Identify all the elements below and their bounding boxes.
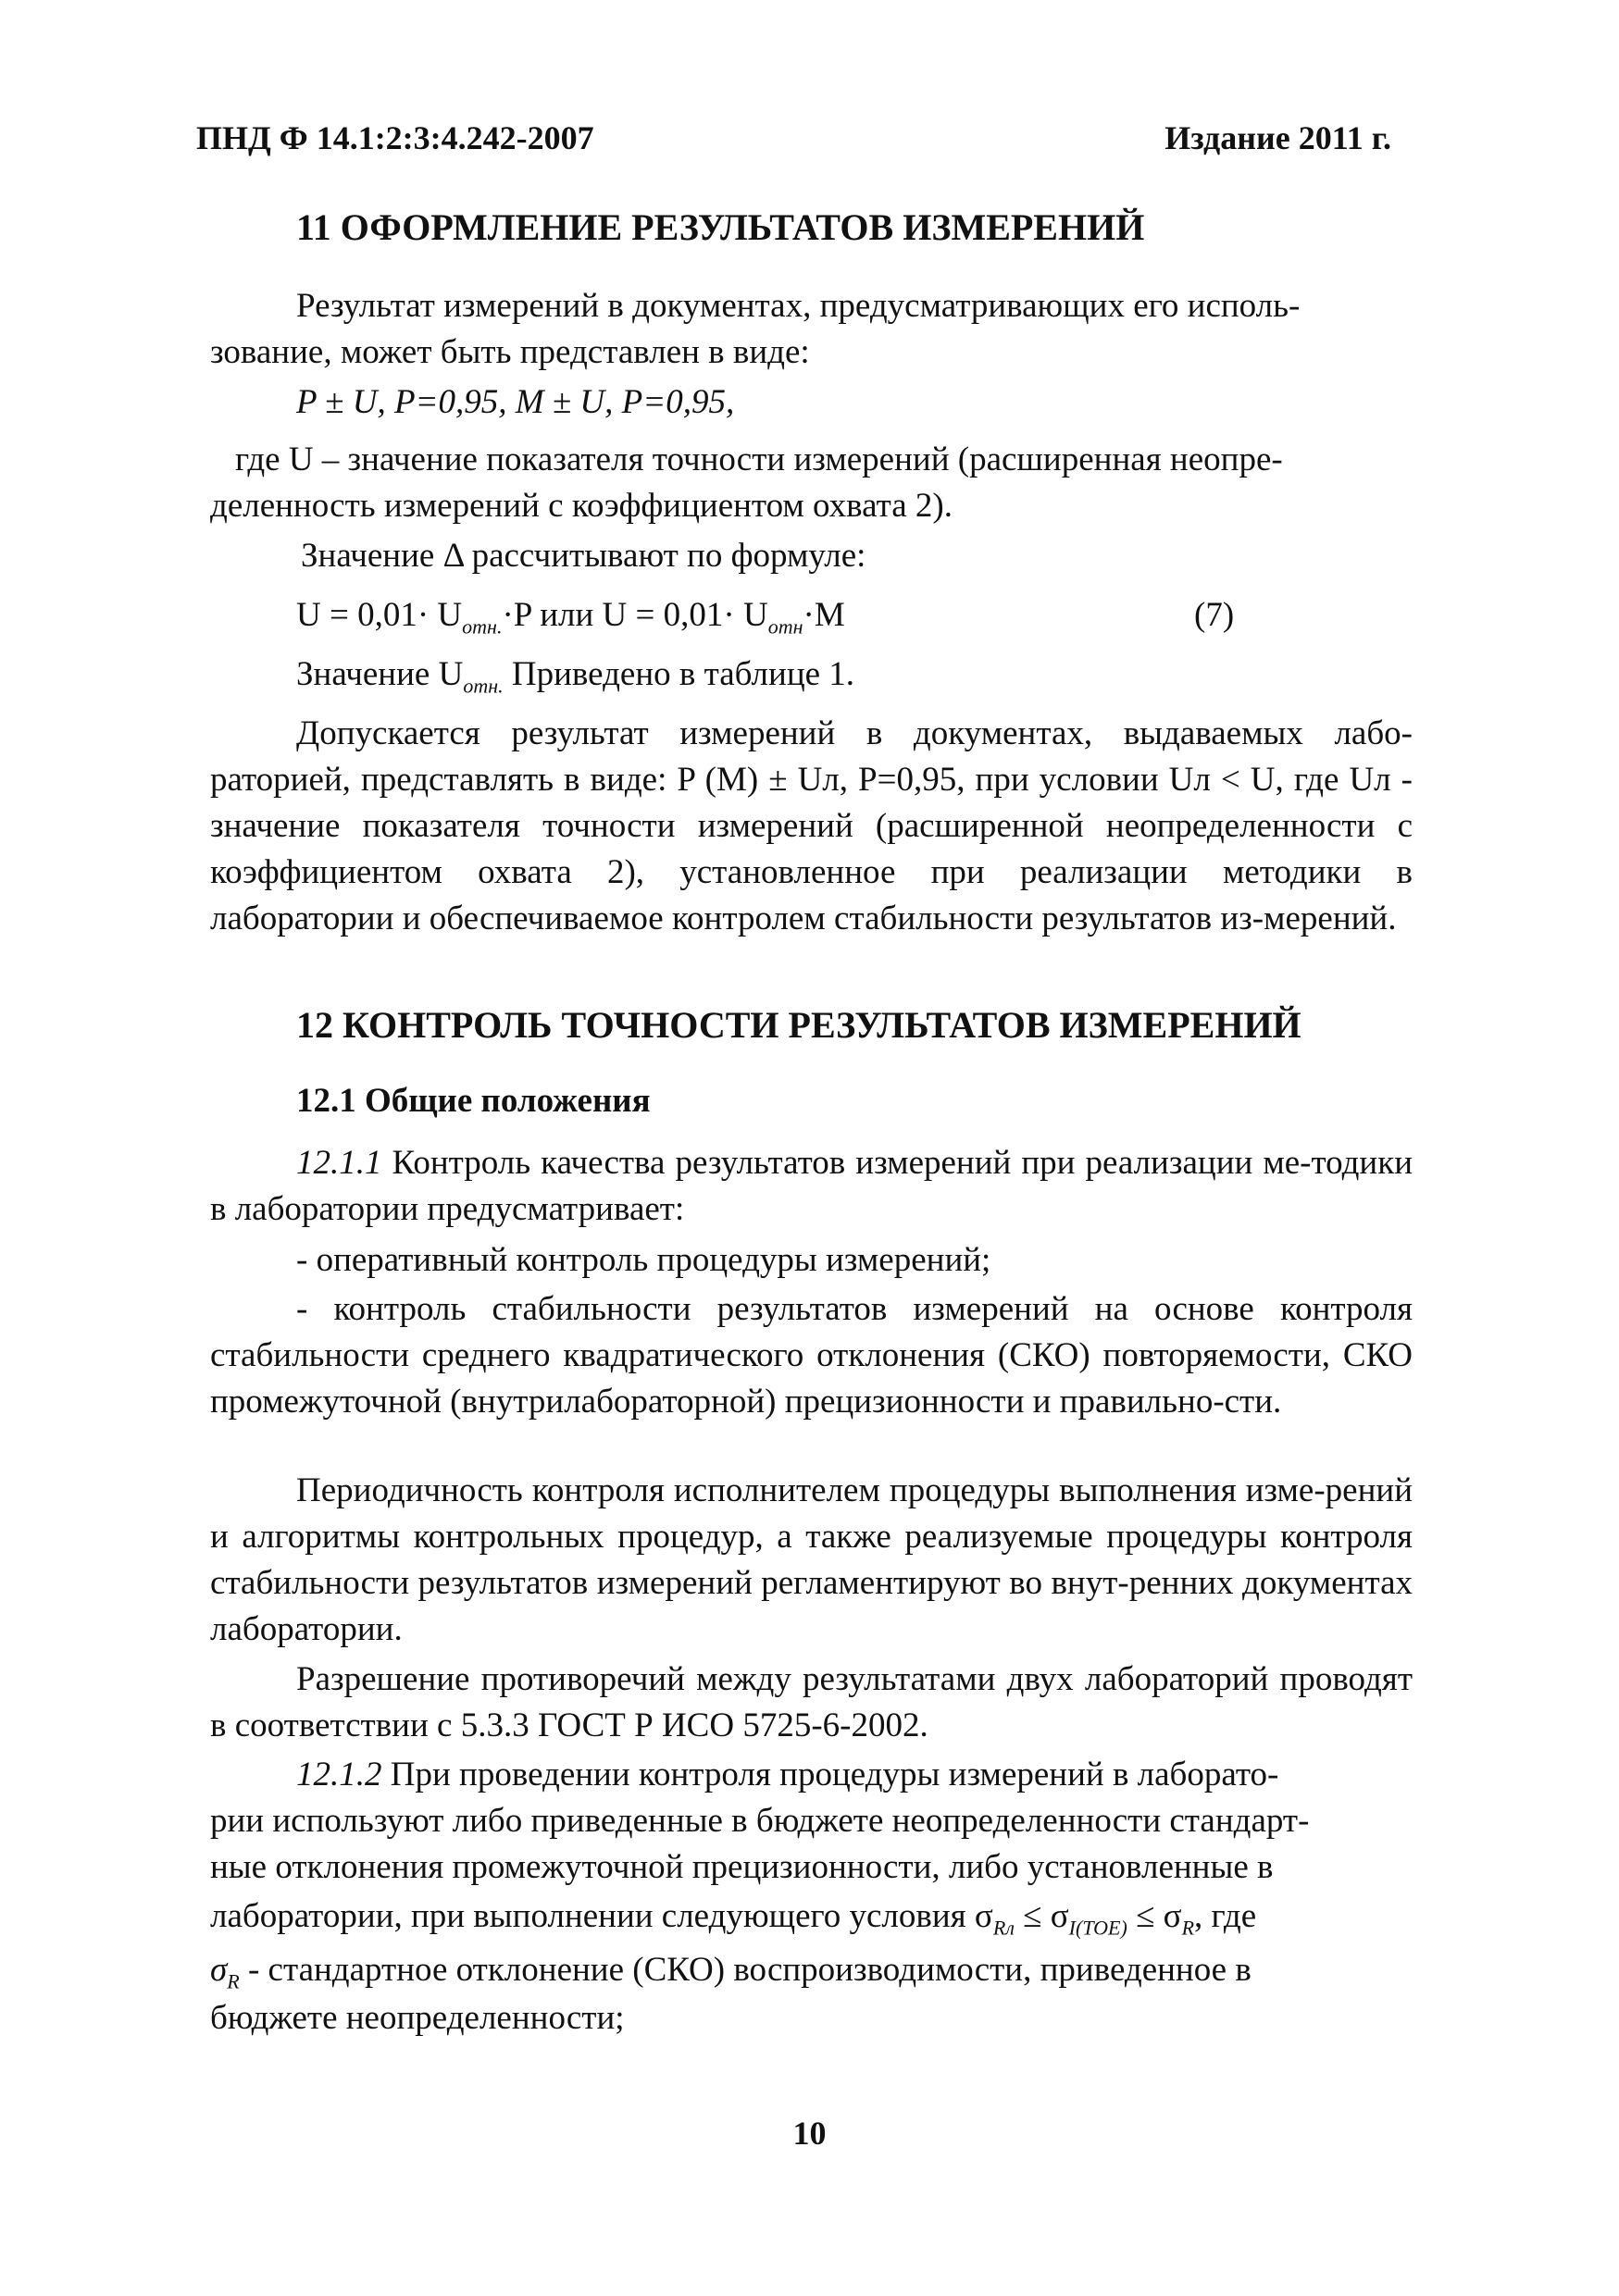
- formula-result: P ± U, P=0,95, M ± U, P=0,95,: [296, 383, 735, 421]
- para-12-1-2-line3: ные отклонения промежуточной прецизионности, либо установленные в: [210, 1848, 1274, 1886]
- subsection-12-1-title: 12.1 Общие положения: [296, 1082, 651, 1120]
- para-resolution: Разрешение противоречий между результатами двух лабораторий проводят в соответствии с 5.3.3 ГОСТ Р ИСО 5725-6-2002.: [210, 1660, 1413, 1744]
- edition-label: Издание 2011 г.: [1164, 119, 1391, 156]
- s11-para2: Допускается результат измерений в документах, выдаваемых лабо-раторией, представлять в виде: P (M) ± Uл, P=0,95, при условии Uл < U, где Uл - значение показателя точности измерений (расширенной неопределенности с коэффициентом охвата 2), установленное при реализации методики в лаборатории и обеспечиваемое контролем стабильности результатов из-мерений.: [210, 714, 1413, 937]
- s11-para1-line2: зование, может быть представлен в виде:: [210, 333, 810, 371]
- page-number: 10: [792, 2115, 827, 2152]
- para-12-1-2-line6: бюджете неопределенности;: [210, 1999, 625, 2037]
- para-12-1-2-condition: лаборатории, при выполнении следующего условия $\sigma_{Rл} \le \sigma_{I(TOE)} \le \sigma_R$, где: [210, 1897, 1257, 1940]
- document-code: ПНД Ф 14.1:2:3:4.242-2007: [196, 119, 594, 156]
- para-12-1-2-line1: 12.1.2 При проведении контроля процедуры измерений в лаборато-: [296, 1756, 1279, 1793]
- list-item-stability-control: - контроль стабильности результатов измерений на основе контроля стабильности среднего квадратического отклонения (СКО) повторяемости, СКО промежуточной (внутрилабораторной) прецизионности и правильно-сти.: [210, 1290, 1413, 1421]
- para-periodicity: Периодичность контроля исполнителем процедуры выполнения изме-рений и алгоритмы контрольных процедур, а также реализуемые процедуры контроля стабильности результатов измерений регламентируют во внут-ренних документах лаборатории.: [210, 1471, 1413, 1648]
- s11-where-line2: деленность измерений с коэффициентом охвата 2).: [210, 487, 953, 525]
- s11-value-line: Значение $U_{отн.}$ Приведено в таблице 1.: [296, 655, 855, 698]
- list-item-operational-control: - оперативный контроль процедуры измерений;: [296, 1241, 991, 1279]
- para-12-1-2-line2: рии используют либо приведенные в бюджете неопределенности стандарт-: [210, 1802, 1310, 1840]
- s11-para1-line1: Результат измерений в документах, предусматривающих его исполь-: [296, 287, 1301, 325]
- para-12-1-2-sigma-r: $\sigma_R$ - стандартное отклонение (СКО) воспроизводимости, приведенное в: [210, 1951, 1252, 1993]
- formula-7-number: (7): [1194, 596, 1235, 634]
- section-12-title: 12 КОНТРОЛЬ ТОЧНОСТИ РЕЗУЛЬТАТОВ ИЗМЕРЕНИЙ: [296, 1004, 1301, 1046]
- s11-where-line1: где U – значение показателя точности измерений (расширенная неопре-: [235, 441, 1283, 478]
- para-12-1-1: 12.1.1 Контроль качества результатов измерений при реализации ме-тодики в лаборатории предусматривает:: [210, 1144, 1413, 1228]
- s11-delta-line: Значение Δ рассчитывают по формуле:: [301, 537, 866, 575]
- section-11-title: 11 ОФОРМЛЕНИЕ РЕЗУЛЬТАТОВ ИЗМЕРЕНИЙ: [296, 206, 1145, 248]
- formula-7: $U = 0,01\cdot U_{отн.}\cdot P$ или $U = 0,01\cdot U_{отн}\cdot M$: [296, 596, 845, 639]
